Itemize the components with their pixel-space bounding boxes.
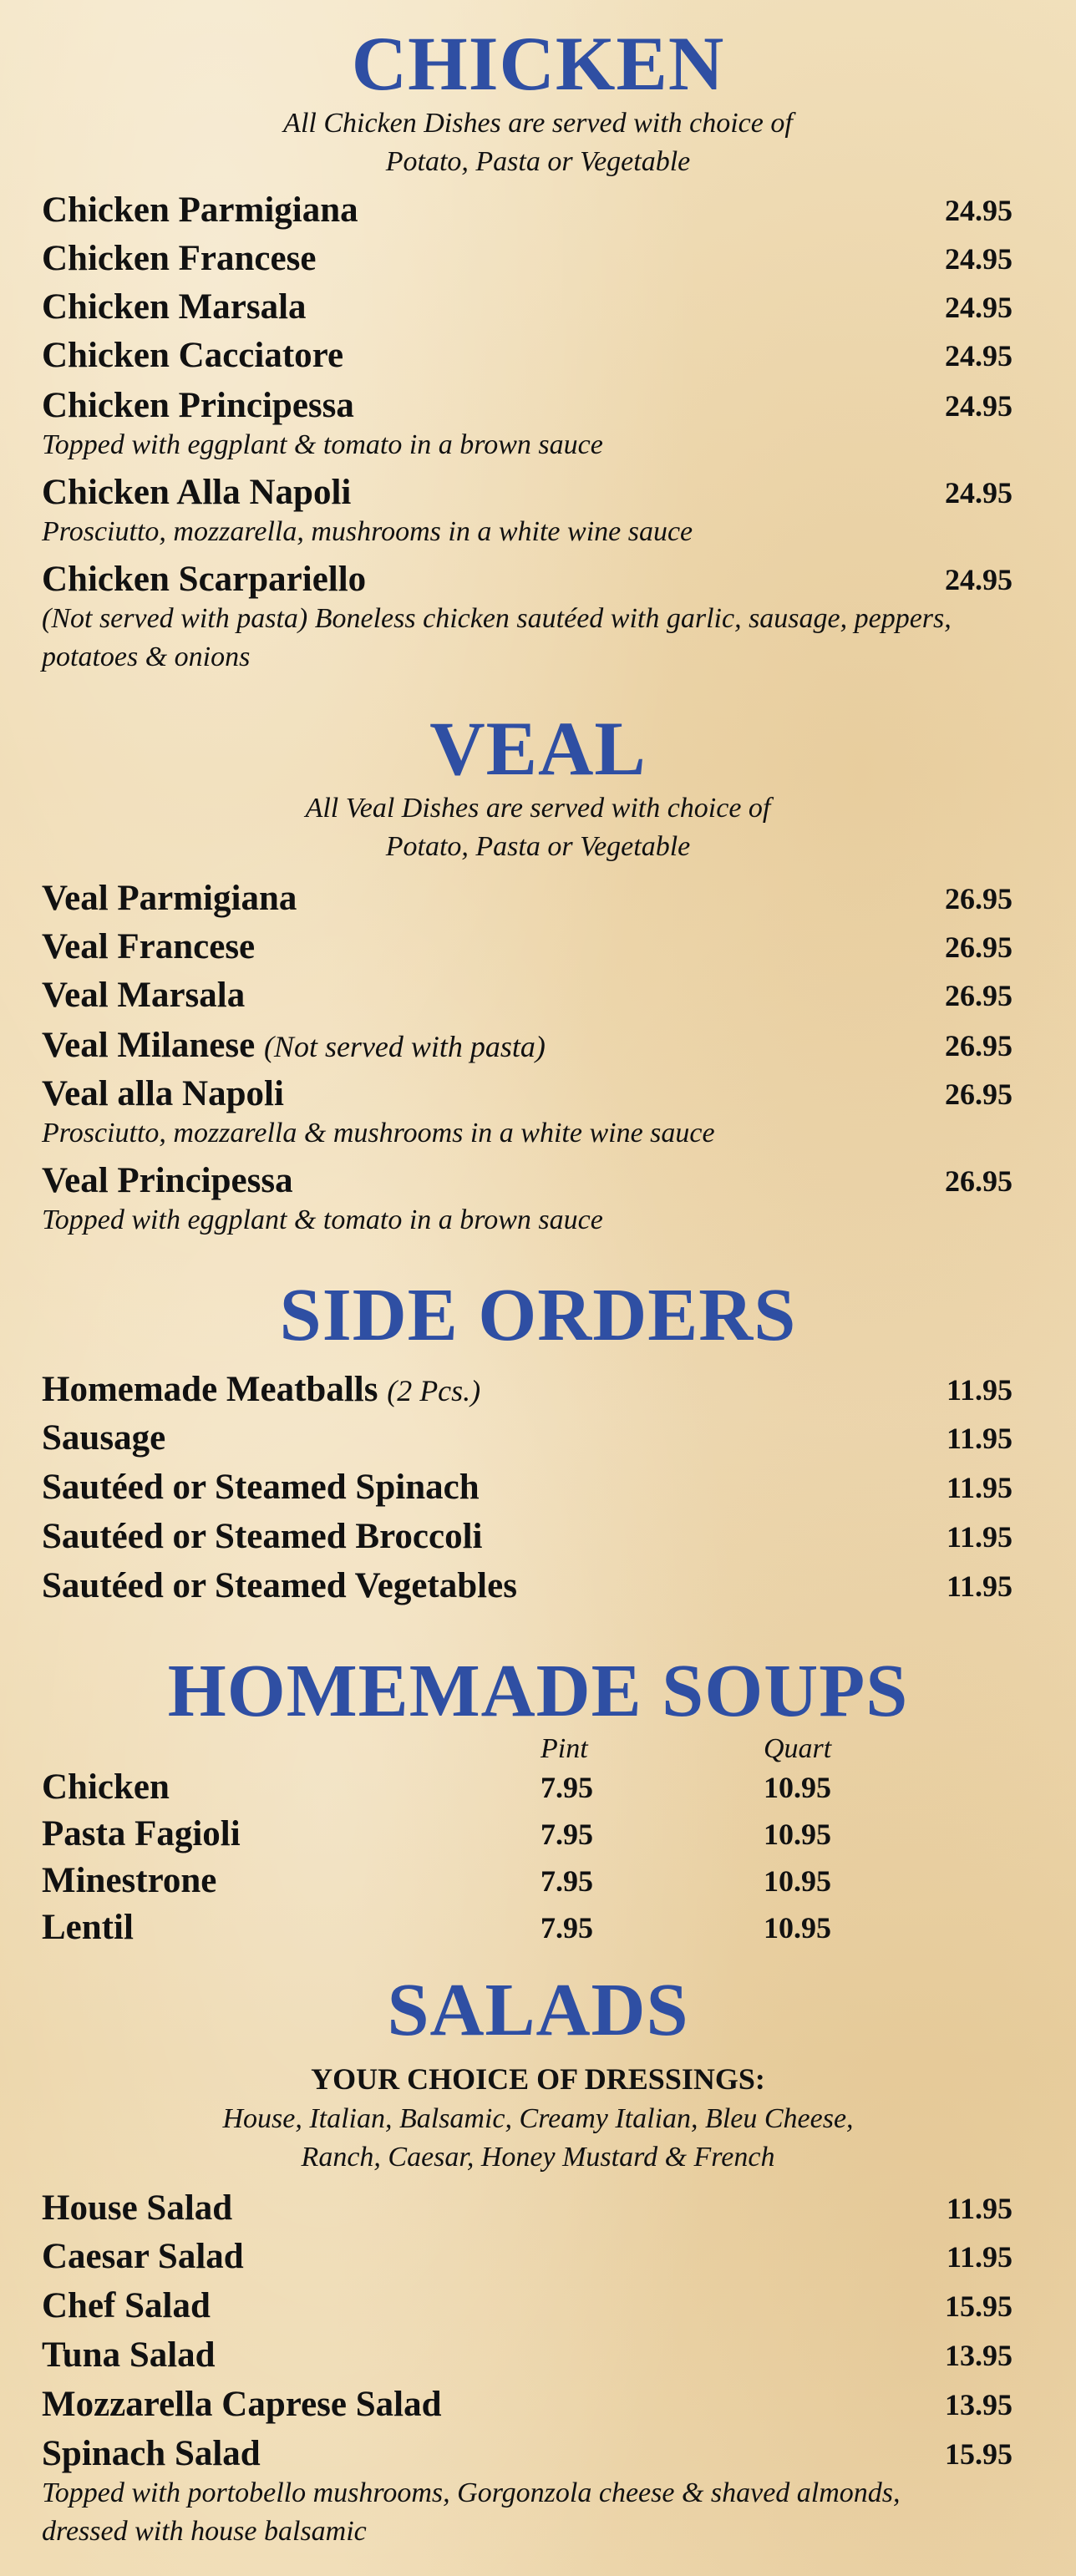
menu-item-price: 24.95 (945, 563, 1013, 596)
menu-item-name: Chicken Francese (42, 239, 317, 278)
menu-item-name: Sautéed or Steamed Vegetables (42, 1566, 517, 1605)
menu-item-name: Chicken Marsala (42, 287, 307, 327)
menu-item-name: Chicken Parmigiana (42, 190, 358, 230)
menu-item-price: 26.95 (945, 931, 1013, 964)
menu-item-price: 24.95 (945, 242, 1013, 276)
menu-item-name: Sautéed or Steamed Spinach (42, 1468, 480, 1507)
menu-item-description: (Not served with pasta) Boneless chicken sautéed with garlic, sausage, peppers, potatoes & onions (42, 603, 952, 672)
menu-item-price: 11.95 (946, 1569, 1013, 1603)
menu-item-name: Veal Francese (42, 927, 256, 966)
menu-item-name: House Salad (42, 2188, 233, 2228)
soup-quart-price: 10.95 (764, 1911, 831, 1945)
menu-item-name: Chicken Principessa (42, 386, 354, 425)
soup-name: Chicken (42, 1767, 170, 1807)
veal-intro-line2: Potato, Pasta or Vegetable (385, 831, 691, 862)
soup-pint-price: 7.95 (541, 1818, 593, 1851)
menu-item-price: 13.95 (945, 2388, 1013, 2421)
menu-item-price: 26.95 (945, 979, 1013, 1012)
menu-item-name: Chicken Alla Napoli (42, 473, 352, 512)
soup-pint-price: 7.95 (541, 1864, 593, 1898)
menu-item-price: 15.95 (945, 2289, 1013, 2323)
menu-item-name (42, 1024, 546, 1068)
menu-item-name: Chicken Cacciatore (42, 336, 344, 375)
menu-item-price: 26.95 (945, 1029, 1013, 1062)
veal-title: VEAL (429, 706, 647, 791)
soup-name: Minestrone (42, 1861, 217, 1900)
menu-item-name: Veal Marsala (42, 976, 246, 1015)
menu-item-description: Topped with eggplant & tomato in a brown sauce (42, 429, 603, 460)
soup-column-pint: Pint (541, 1733, 588, 1764)
dressings-line2: Ranch, Caesar, Honey Mustard & French (301, 2142, 775, 2173)
menu-item-name: Chicken Scarpariello (42, 560, 367, 599)
menu-item-price: 26.95 (945, 882, 1013, 915)
menu-item-price: 11.95 (946, 1422, 1013, 1455)
soup-quart-price: 10.95 (764, 1864, 831, 1898)
menu-item-name: Sautéed or Steamed Broccoli (42, 1517, 483, 1556)
salads-title: SALADS (387, 1969, 689, 2051)
soup-name: Pasta Fagioli (42, 1814, 241, 1853)
side-orders-title: SIDE ORDERS (279, 1274, 797, 1356)
dressings-line1: House, Italian, Balsamic, Creamy Italian, Bleu Cheese, (222, 2103, 854, 2134)
menu-item-description: Prosciutto, mozzarella, mushrooms in a white wine sauce (42, 516, 693, 547)
menu-item-name: Spinach Salad (42, 2434, 261, 2473)
menu-item-name: Veal Parmigiana (42, 879, 297, 918)
soup-quart-price: 10.95 (764, 1771, 831, 1804)
menu-item-note: (Not served with pasta) (263, 1030, 546, 1063)
menu-item-description: Topped with eggplant & tomato in a brown sauce (42, 1204, 603, 1235)
menu-item-name (42, 1368, 480, 1412)
veal-intro-line1: All Veal Dishes are served with choice of (305, 793, 771, 824)
chicken-title: CHICKEN (351, 21, 725, 106)
soups-title: HOMEMADE SOUPS (167, 1650, 909, 1732)
menu-item-price: 11.95 (946, 1373, 1013, 1407)
menu-item-name: Sausage (42, 1418, 166, 1458)
soup-name: Lentil (42, 1908, 134, 1947)
menu-item-price: 11.95 (946, 1520, 1013, 1554)
menu-item-description: Topped with portobello mushrooms, Gorgonzola cheese & shaved almonds, dressed with house balsamic (42, 2477, 901, 2547)
menu-item-price: 24.95 (945, 476, 1013, 510)
menu-item-name-text: Homemade Meatballs (42, 1370, 378, 1409)
dressings-title: YOUR CHOICE OF DRESSINGS: (311, 2062, 765, 2096)
menu-item-name: Veal Principessa (42, 1161, 293, 1200)
menu-item-name: Caesar Salad (42, 2237, 244, 2276)
soup-quart-price: 10.95 (764, 1818, 831, 1851)
menu-item-price: 26.95 (945, 1078, 1013, 1111)
chicken-intro-line1: All Chicken Dishes are served with choice of (283, 108, 793, 139)
soup-column-quart: Quart (764, 1733, 832, 1764)
menu-item-name-text: Veal Milanese (42, 1026, 256, 1065)
soup-pint-price: 7.95 (541, 1911, 593, 1945)
menu-item-price: 24.95 (945, 194, 1013, 227)
soup-pint-price: 7.95 (541, 1771, 593, 1804)
menu-item-price: 15.95 (945, 2437, 1013, 2471)
menu-item-price: 13.95 (945, 2339, 1013, 2372)
menu-item-price: 26.95 (945, 1164, 1013, 1198)
menu-item-price: 11.95 (946, 2192, 1013, 2225)
menu-item-price: 24.95 (945, 291, 1013, 324)
chicken-intro-line2: Potato, Pasta or Vegetable (385, 146, 691, 177)
menu-item-name: Chef Salad (42, 2286, 211, 2325)
menu-item-price: 11.95 (946, 2240, 1013, 2274)
menu-item-price: 24.95 (945, 389, 1013, 423)
menu-item-name: Veal alla Napoli (42, 1074, 284, 1113)
menu-item-description: Prosciutto, mozzarella & mushrooms in a white wine sauce (42, 1118, 715, 1149)
menu-item-price: 24.95 (945, 339, 1013, 373)
menu-item-note: (2 Pcs.) (387, 1374, 481, 1407)
menu-item-name: Mozzarella Caprese Salad (42, 2385, 442, 2424)
menu-item-name: Tuna Salad (42, 2335, 216, 2375)
menu-item-price: 11.95 (946, 1471, 1013, 1504)
